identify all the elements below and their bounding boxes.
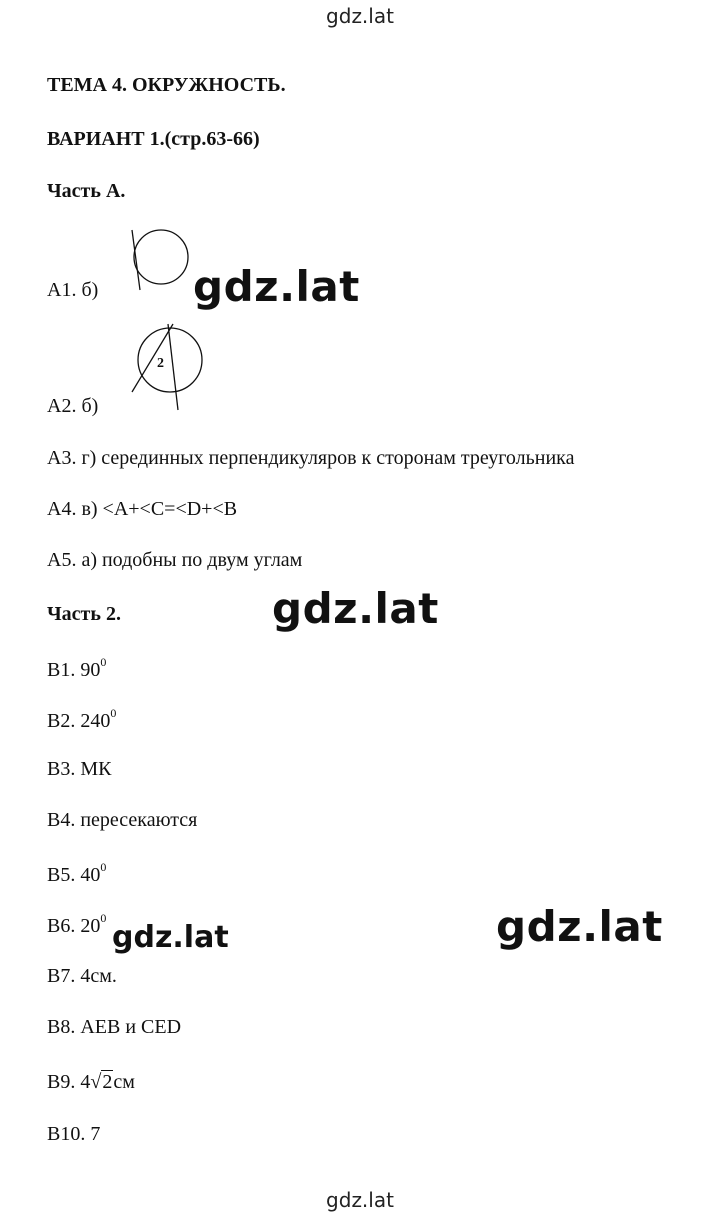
a2-figure-label: 2	[157, 356, 164, 371]
topic-title: ТЕМА 4. ОКРУЖНОСТЬ.	[47, 74, 286, 96]
answer-a1: А1. б)	[47, 279, 99, 301]
part-2-title: Часть 2.	[47, 603, 121, 625]
answer-b7: В7. 4см.	[47, 965, 117, 987]
answer-b3: В3. МК	[47, 758, 112, 780]
answer-a3: А3. г) серединных перпендикуляров к сторонам треугольника	[47, 447, 575, 469]
answer-a2: А2. б)	[47, 395, 99, 417]
answer-b10: В10. 7	[47, 1123, 101, 1145]
answer-b2: В2. $240^0$	[47, 706, 117, 732]
part-a-title: Часть А.	[47, 180, 126, 202]
watermark-top: gdz.lat	[326, 4, 394, 28]
answer-b1: В1. $90^0$	[47, 655, 107, 681]
watermark-a1: gdz.lat	[193, 262, 360, 311]
a1-tangent-circle-figure	[130, 228, 200, 298]
watermark-right: gdz.lat	[496, 902, 663, 951]
watermark-mid: gdz.lat	[272, 584, 439, 633]
answer-a4: А4. в) <A+<C=<D+<B	[47, 498, 238, 520]
answer-b9: В9. 4√2см	[47, 1071, 135, 1093]
answer-b6: В6. $20^0$	[47, 911, 107, 937]
answer-a5: А5. а) подобны по двум углам	[47, 549, 303, 571]
answer-b5: В5. $40^0$	[47, 860, 107, 886]
answer-b8: В8. AEB и CED	[47, 1016, 182, 1038]
variant-title: ВАРИАНТ 1.(стр.63-66)	[47, 128, 260, 150]
a2-secant-circle-figure	[128, 322, 208, 414]
sqrt-symbol: √2	[90, 1071, 113, 1093]
watermark-b6: gdz.lat	[112, 920, 229, 955]
answer-b4: В4. пересекаются	[47, 809, 198, 831]
watermark-bottom: gdz.lat	[326, 1188, 394, 1212]
